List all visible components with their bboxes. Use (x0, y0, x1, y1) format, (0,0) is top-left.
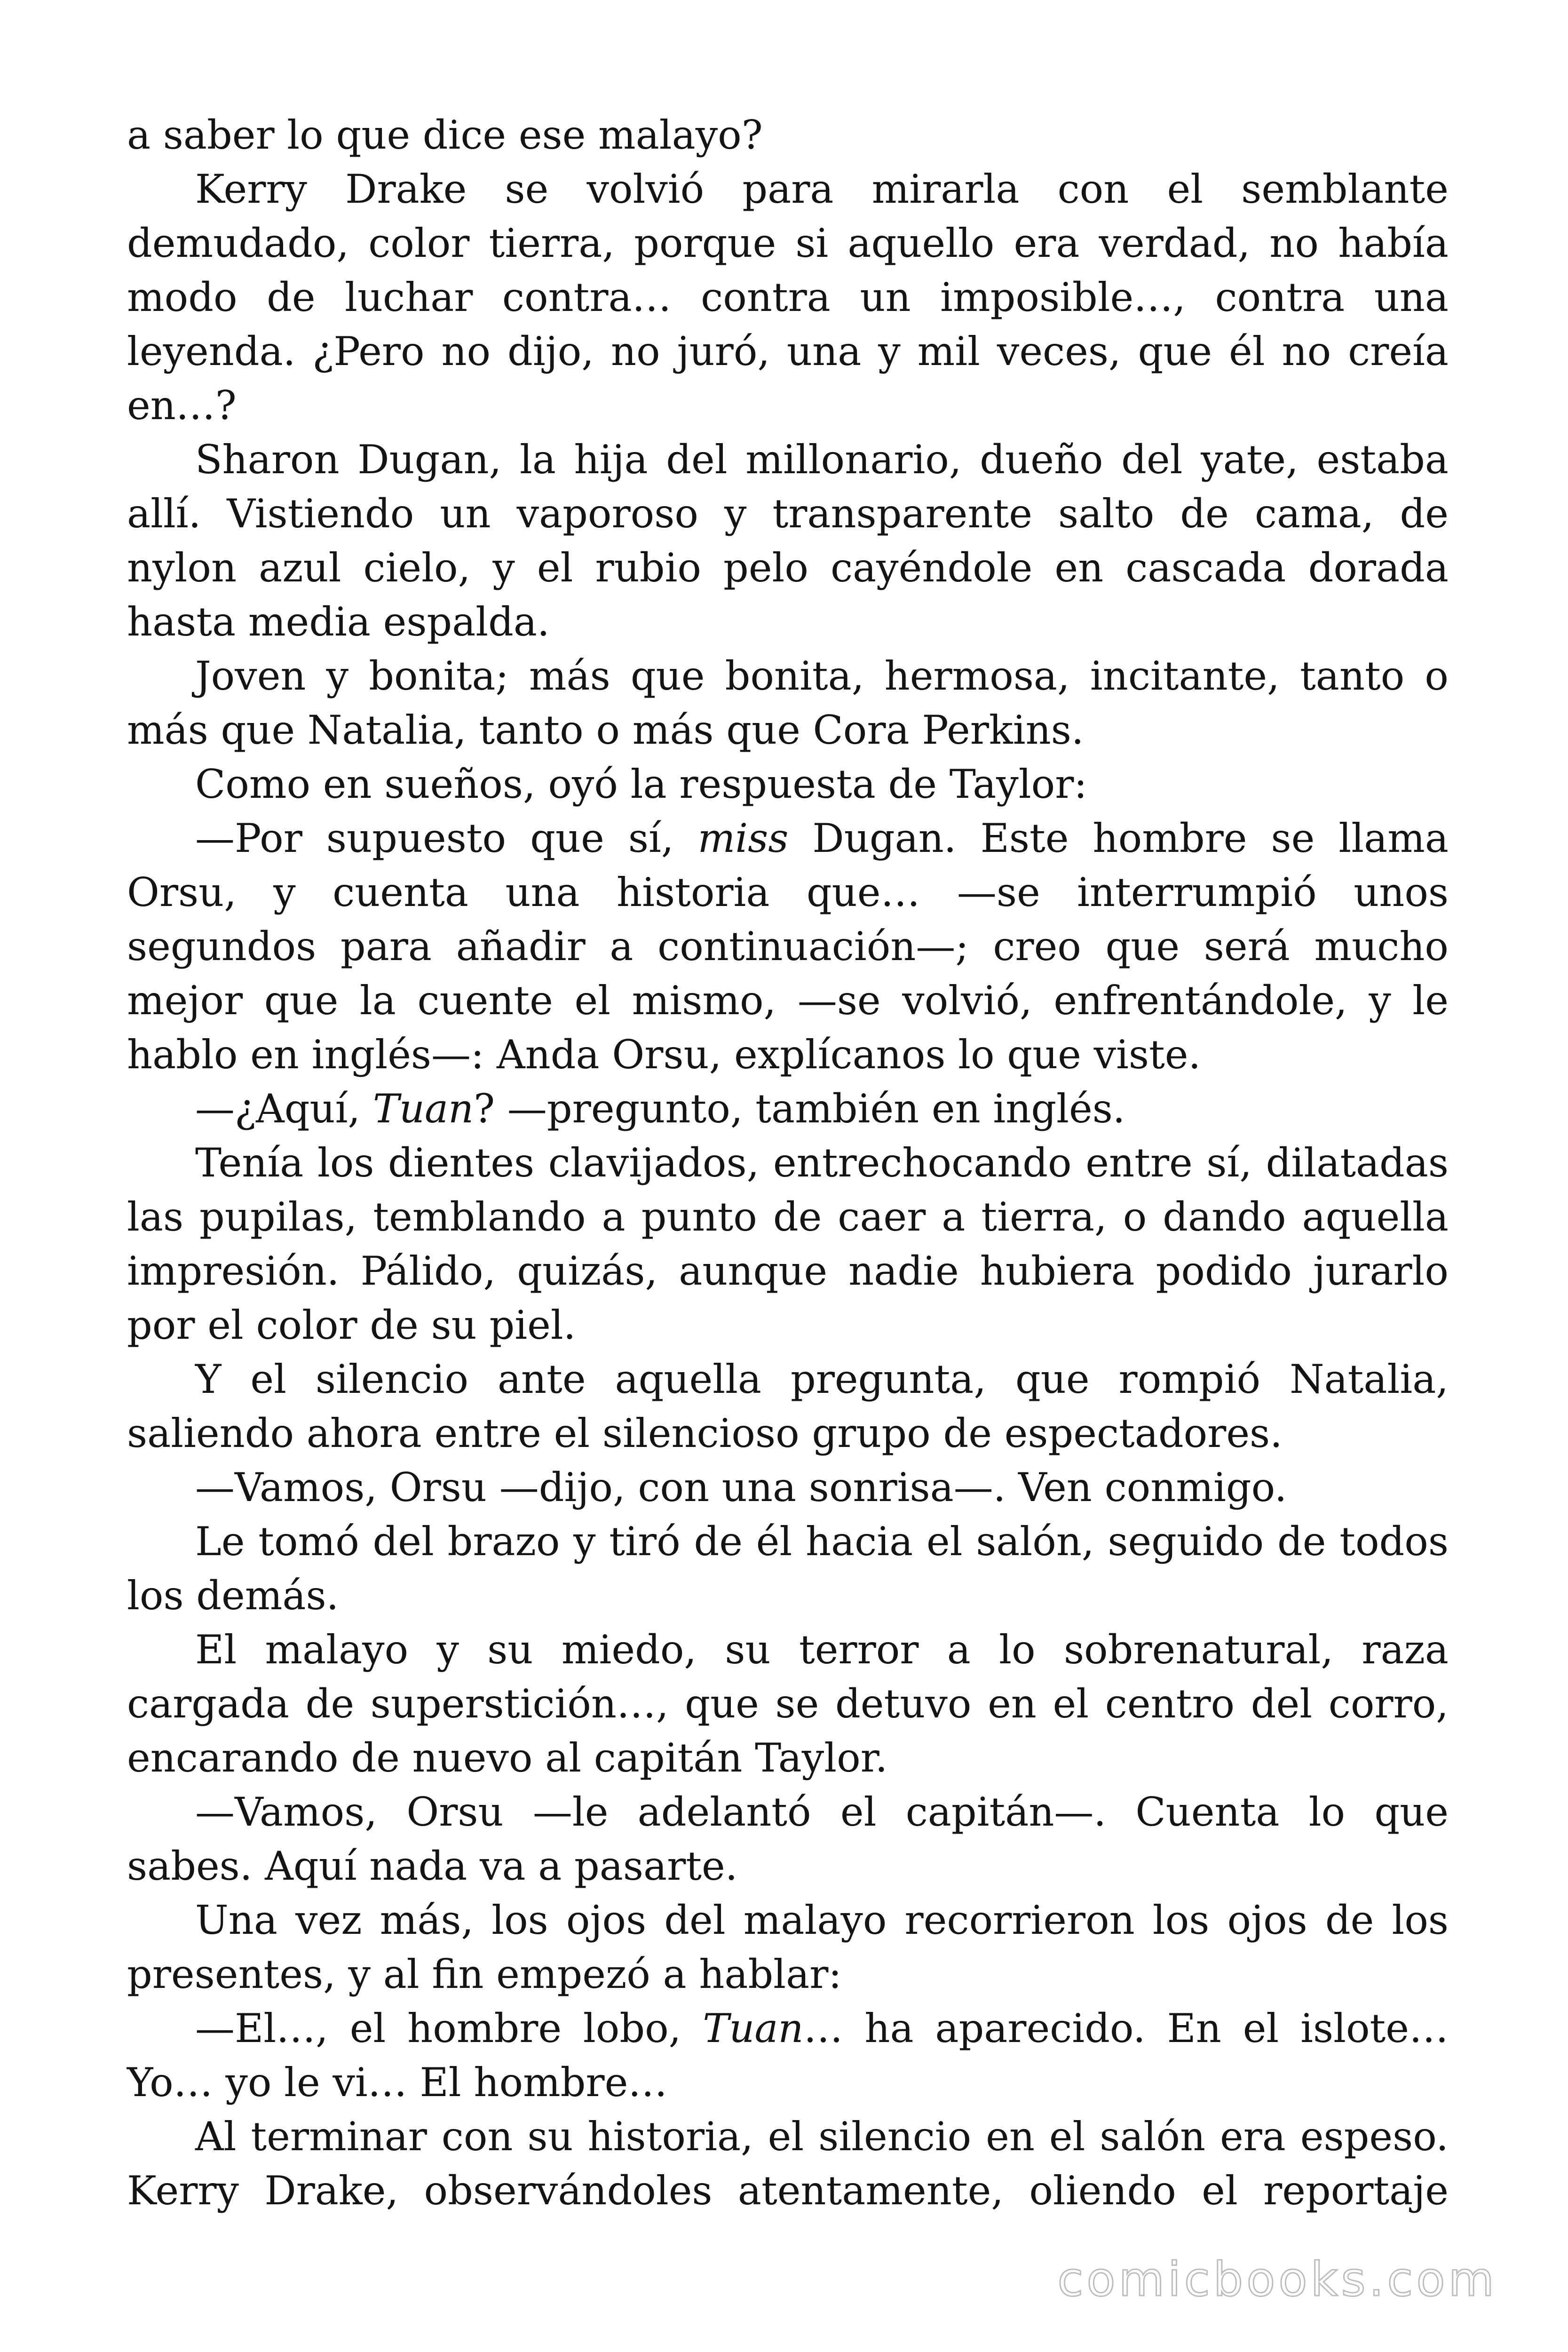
paragraph (127, 1515, 1449, 1623)
paragraph (127, 649, 1449, 757)
text-segment: —Vamos, Orsu —dijo, con una sonrisa—. Ven conmigo. (195, 1464, 1287, 1510)
paragraph (127, 2002, 1449, 2110)
text-segment: Tenía los dientes clavijados, entrechocando entre sí, dilatadas las pupilas, temblando a punto de caer a tierra, o dando aquella impresión. Pálido, quizás, aunque nadie hubiera podido jurarlo por el color de su piel. (127, 1140, 1449, 1348)
book-page-text (127, 108, 1449, 2218)
watermark: comicbooks.com (1057, 2252, 1497, 2307)
paragraph (127, 1136, 1449, 1352)
paragraph (127, 433, 1449, 649)
text-segment: Al terminar con su historia, el silencio en el salón era espeso. Kerry Drake, observándoles atentamente, oliendo el reportaje (127, 2114, 1449, 2214)
italic-text: miss (697, 815, 789, 861)
text-segment: Una vez más, los ojos del malayo recorrieron los ojos de los presentes, y al fin empezó a hablar: (127, 1897, 1449, 1997)
paragraph (127, 1461, 1449, 1515)
text-segment: Joven y bonita; más que bonita, hermosa, incitante, tanto o más que Natalia, tanto o más que Cora Perkins. (127, 653, 1449, 753)
paragraph (127, 757, 1449, 811)
text-segment: El malayo y su miedo, su terror a lo sobrenatural, raza cargada de superstición…, que se detuvo en el centro del corro, encarando de nuevo al capitán Taylor. (127, 1627, 1449, 1781)
text-segment: —¿Aquí, (195, 1086, 373, 1132)
paragraph (127, 1785, 1449, 1893)
text-segment: … ha aparecido. En el islote… Yo… yo le vi… El hombre… (127, 2005, 1449, 2106)
text-segment: Dugan. Este hombre se llama Orsu, y cuenta una historia que… —se interrumpió unos segundos para añadir a continuación—; creo que será mucho mejor que la cuente el mismo, —se volvió, enfrentándole, y le hablo en inglés—: Anda Orsu, explícanos lo que viste. (127, 815, 1449, 1078)
paragraph (127, 1082, 1449, 1136)
italic-text: Tuan (372, 1086, 474, 1132)
paragraph (127, 108, 1449, 162)
text-segment: —Por supuesto que sí, (195, 815, 698, 861)
paragraph (127, 1623, 1449, 1785)
paragraph (127, 811, 1449, 1082)
paragraph (127, 2110, 1449, 2218)
paragraph (127, 162, 1449, 433)
text-segment: Le tomó del brazo y tiró de él hacia el salón, seguido de todos los demás. (127, 1518, 1449, 1619)
text-segment: Y el silencio ante aquella pregunta, que rompió Natalia, saliendo ahora entre el silencioso grupo de espectadores. (127, 1356, 1449, 1456)
italic-text: Tuan (703, 2005, 804, 2051)
text-segment: Sharon Dugan, la hija del millonario, dueño del yate, estaba allí. Vistiendo un vaporoso y transparente salto de cama, de nylon azul cielo, y el rubio pelo cayéndole en cascada dorada hasta media espalda. (127, 437, 1449, 645)
text-segment: —Vamos, Orsu —le adelantó el capitán—. Cuenta lo que sabes. Aquí nada va a pasarte. (127, 1789, 1449, 1889)
text-segment: —El…, el hombre lobo, (195, 2005, 703, 2051)
text-segment: Kerry Drake se volvió para mirarla con el semblante demudado, color tierra, porque si aquello era verdad, no había modo de luchar contra… contra un imposible…, contra una leyenda. ¿Pero no dijo, no juró, una y mil veces, que él no creía en…? (127, 166, 1449, 429)
text-segment: a saber lo que dice ese malayo? (127, 112, 763, 158)
paragraph (127, 1893, 1449, 2002)
text-segment: Como en sueños, oyó la respuesta de Taylor: (195, 761, 1087, 807)
paragraph (127, 1352, 1449, 1461)
text-segment: ? —pregunto, también en inglés. (474, 1086, 1125, 1132)
